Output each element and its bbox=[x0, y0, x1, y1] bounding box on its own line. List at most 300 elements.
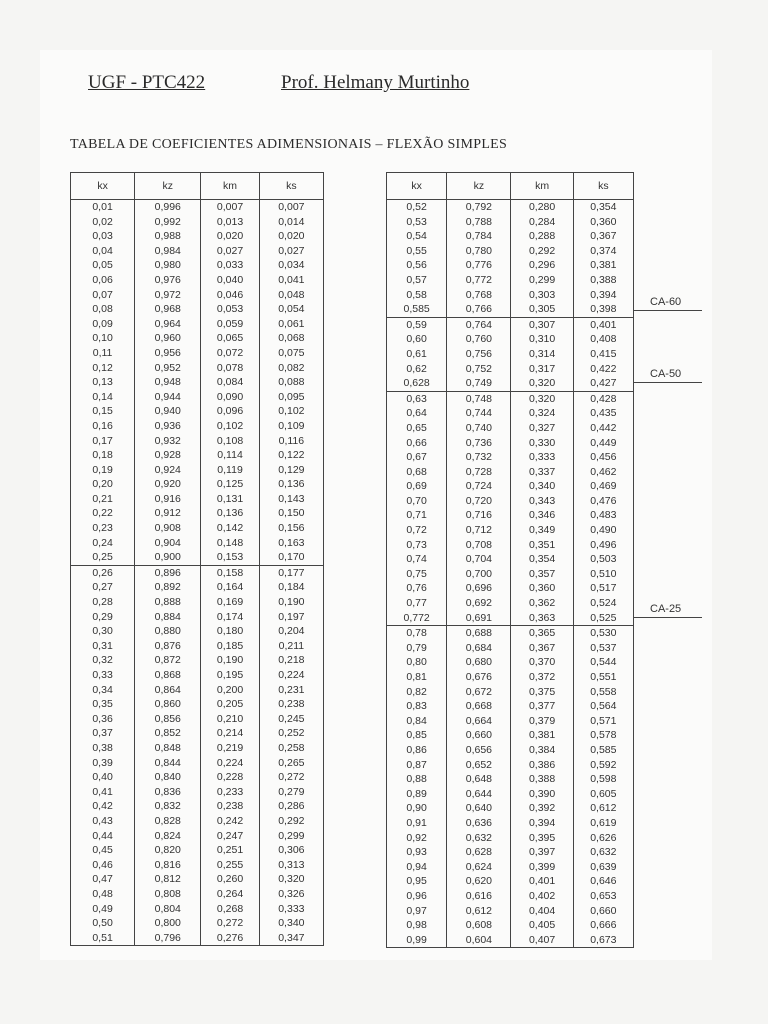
cell-ks: 0,427 bbox=[573, 376, 633, 391]
cell-ks: 0,245 bbox=[259, 712, 323, 727]
cell-km: 0,195 bbox=[201, 668, 259, 683]
cell-ks: 0,469 bbox=[573, 479, 633, 494]
cell-ks: 0,646 bbox=[573, 874, 633, 889]
cell-kz: 0,968 bbox=[135, 302, 201, 317]
cell-kx: 0,99 bbox=[387, 933, 447, 948]
cell-ks: 0,388 bbox=[573, 273, 633, 288]
cell-kz: 0,749 bbox=[447, 376, 511, 391]
cell-kx: 0,68 bbox=[387, 465, 447, 480]
cell-kz: 0,888 bbox=[135, 595, 201, 610]
cell-ks: 0,456 bbox=[573, 450, 633, 465]
table-row bbox=[387, 362, 634, 377]
table-row bbox=[71, 770, 324, 785]
cell-kz: 0,732 bbox=[447, 450, 511, 465]
cell-kx: 0,79 bbox=[387, 641, 447, 656]
cell-km: 0,072 bbox=[201, 346, 259, 361]
column-header-kx: kx bbox=[387, 173, 447, 200]
cell-kz: 0,692 bbox=[447, 596, 511, 611]
cell-ks: 0,394 bbox=[573, 288, 633, 303]
cell-kz: 0,812 bbox=[135, 872, 201, 887]
cell-km: 0,169 bbox=[201, 595, 259, 610]
cell-km: 0,402 bbox=[511, 889, 573, 904]
cell-kx: 0,23 bbox=[71, 521, 135, 536]
cell-km: 0,377 bbox=[511, 699, 573, 714]
cell-kz: 0,776 bbox=[447, 258, 511, 273]
cell-kx: 0,80 bbox=[387, 655, 447, 670]
cell-ks: 0,095 bbox=[259, 390, 323, 405]
cell-kz: 0,656 bbox=[447, 743, 511, 758]
cell-kx: 0,46 bbox=[71, 858, 135, 873]
cell-kz: 0,936 bbox=[135, 419, 201, 434]
cell-kx: 0,57 bbox=[387, 273, 447, 288]
table-row bbox=[387, 743, 634, 758]
cell-km: 0,180 bbox=[201, 624, 259, 639]
cell-kx: 0,27 bbox=[71, 580, 135, 595]
table-row bbox=[387, 611, 634, 626]
table-row bbox=[387, 229, 634, 244]
table-row bbox=[71, 331, 324, 346]
cell-kz: 0,668 bbox=[447, 699, 511, 714]
cell-ks: 0,292 bbox=[259, 814, 323, 829]
table-row bbox=[387, 626, 634, 641]
table-row bbox=[71, 434, 324, 449]
cell-kz: 0,808 bbox=[135, 887, 201, 902]
table-row bbox=[387, 391, 634, 406]
cell-ks: 0,218 bbox=[259, 653, 323, 668]
table-row bbox=[71, 814, 324, 829]
cell-km: 0,401 bbox=[511, 874, 573, 889]
cell-kz: 0,744 bbox=[447, 406, 511, 421]
cell-kx: 0,28 bbox=[71, 595, 135, 610]
cell-km: 0,404 bbox=[511, 904, 573, 919]
table-row bbox=[71, 390, 324, 405]
cell-kx: 0,19 bbox=[71, 463, 135, 478]
cell-km: 0,346 bbox=[511, 508, 573, 523]
cell-ks: 0,462 bbox=[573, 465, 633, 480]
table-row bbox=[71, 215, 324, 230]
cell-kx: 0,85 bbox=[387, 728, 447, 743]
cell-km: 0,090 bbox=[201, 390, 259, 405]
cell-kx: 0,88 bbox=[387, 772, 447, 787]
cell-ks: 0,238 bbox=[259, 697, 323, 712]
cell-kz: 0,624 bbox=[447, 860, 511, 875]
cell-kz: 0,784 bbox=[447, 229, 511, 244]
table-row bbox=[71, 580, 324, 595]
cell-ks: 0,544 bbox=[573, 655, 633, 670]
cell-kz: 0,804 bbox=[135, 902, 201, 917]
table-row bbox=[71, 785, 324, 800]
cell-kz: 0,672 bbox=[447, 685, 511, 700]
cell-ks: 0,027 bbox=[259, 244, 323, 259]
table-row bbox=[387, 450, 634, 465]
table-row bbox=[387, 273, 634, 288]
table-row bbox=[387, 641, 634, 656]
cell-kz: 0,660 bbox=[447, 728, 511, 743]
cell-ks: 0,122 bbox=[259, 448, 323, 463]
cell-ks: 0,592 bbox=[573, 758, 633, 773]
cell-kx: 0,34 bbox=[71, 683, 135, 698]
cell-km: 0,296 bbox=[511, 258, 573, 273]
cell-km: 0,330 bbox=[511, 436, 573, 451]
cell-kz: 0,764 bbox=[447, 317, 511, 332]
cell-kx: 0,72 bbox=[387, 523, 447, 538]
cell-km: 0,397 bbox=[511, 845, 573, 860]
document-header bbox=[88, 72, 470, 94]
cell-ks: 0,333 bbox=[259, 902, 323, 917]
cell-kx: 0,30 bbox=[71, 624, 135, 639]
cell-kz: 0,616 bbox=[447, 889, 511, 904]
table-row bbox=[71, 887, 324, 902]
cell-kx: 0,87 bbox=[387, 758, 447, 773]
cell-km: 0,337 bbox=[511, 465, 573, 480]
cell-kx: 0,91 bbox=[387, 816, 447, 831]
table-row bbox=[71, 799, 324, 814]
cell-kx: 0,97 bbox=[387, 904, 447, 919]
cell-kz: 0,892 bbox=[135, 580, 201, 595]
cell-ks: 0,320 bbox=[259, 872, 323, 887]
cell-kz: 0,960 bbox=[135, 331, 201, 346]
cell-ks: 0,265 bbox=[259, 756, 323, 771]
cell-ks: 0,381 bbox=[573, 258, 633, 273]
cell-kx: 0,74 bbox=[387, 552, 447, 567]
cell-kz: 0,896 bbox=[135, 565, 201, 580]
cell-ks: 0,626 bbox=[573, 831, 633, 846]
cell-ks: 0,170 bbox=[259, 550, 323, 565]
table-row bbox=[71, 536, 324, 551]
cell-kx: 0,47 bbox=[71, 872, 135, 887]
cell-km: 0,320 bbox=[511, 391, 573, 406]
cell-kx: 0,07 bbox=[71, 288, 135, 303]
cell-ks: 0,619 bbox=[573, 816, 633, 831]
coefficients-table-left bbox=[70, 172, 324, 946]
cell-ks: 0,632 bbox=[573, 845, 633, 860]
table-row bbox=[71, 624, 324, 639]
cell-kz: 0,816 bbox=[135, 858, 201, 873]
table-row bbox=[71, 258, 324, 273]
cell-kx: 0,82 bbox=[387, 685, 447, 700]
cell-km: 0,354 bbox=[511, 552, 573, 567]
cell-ks: 0,660 bbox=[573, 904, 633, 919]
column-header-ks: ks bbox=[573, 173, 633, 200]
course-code: UGF - PTC422 bbox=[88, 72, 206, 93]
cell-kx: 0,64 bbox=[387, 406, 447, 421]
cell-kz: 0,872 bbox=[135, 653, 201, 668]
cell-kx: 0,37 bbox=[71, 726, 135, 741]
cell-ks: 0,571 bbox=[573, 714, 633, 729]
cell-ks: 0,578 bbox=[573, 728, 633, 743]
table-row bbox=[387, 302, 634, 317]
cell-km: 0,386 bbox=[511, 758, 573, 773]
table-row bbox=[71, 506, 324, 521]
cell-kx: 0,39 bbox=[71, 756, 135, 771]
cell-km: 0,136 bbox=[201, 506, 259, 521]
cell-kx: 0,67 bbox=[387, 450, 447, 465]
cell-kx: 0,63 bbox=[387, 391, 447, 406]
cell-kz: 0,620 bbox=[447, 874, 511, 889]
table-row bbox=[71, 492, 324, 507]
cell-kx: 0,81 bbox=[387, 670, 447, 685]
cell-kx: 0,29 bbox=[71, 610, 135, 625]
cell-kx: 0,772 bbox=[387, 611, 447, 626]
cell-kz: 0,944 bbox=[135, 390, 201, 405]
table-row bbox=[71, 872, 324, 887]
cell-kz: 0,612 bbox=[447, 904, 511, 919]
cell-kx: 0,60 bbox=[387, 332, 447, 347]
cell-ks: 0,272 bbox=[259, 770, 323, 785]
cell-ks: 0,374 bbox=[573, 244, 633, 259]
cell-km: 0,174 bbox=[201, 610, 259, 625]
cell-kz: 0,840 bbox=[135, 770, 201, 785]
cell-ks: 0,422 bbox=[573, 362, 633, 377]
cell-kx: 0,77 bbox=[387, 596, 447, 611]
cell-kx: 0,628 bbox=[387, 376, 447, 391]
cell-kz: 0,628 bbox=[447, 845, 511, 860]
cell-kx: 0,51 bbox=[71, 931, 135, 946]
cell-km: 0,292 bbox=[511, 244, 573, 259]
cell-kx: 0,18 bbox=[71, 448, 135, 463]
table-row bbox=[71, 668, 324, 683]
cell-kz: 0,964 bbox=[135, 317, 201, 332]
table-row bbox=[387, 508, 634, 523]
cell-ks: 0,068 bbox=[259, 331, 323, 346]
table-row bbox=[71, 521, 324, 536]
cell-kz: 0,988 bbox=[135, 229, 201, 244]
cell-ks: 0,435 bbox=[573, 406, 633, 421]
cell-km: 0,114 bbox=[201, 448, 259, 463]
cell-ks: 0,585 bbox=[573, 743, 633, 758]
cell-km: 0,238 bbox=[201, 799, 259, 814]
cell-kx: 0,09 bbox=[71, 317, 135, 332]
cell-kx: 0,22 bbox=[71, 506, 135, 521]
cell-kz: 0,980 bbox=[135, 258, 201, 273]
table-row bbox=[387, 816, 634, 831]
cell-ks: 0,442 bbox=[573, 421, 633, 436]
cell-km: 0,224 bbox=[201, 756, 259, 771]
cell-kx: 0,53 bbox=[387, 215, 447, 230]
cell-ks: 0,449 bbox=[573, 436, 633, 451]
table-row bbox=[71, 726, 324, 741]
cell-km: 0,148 bbox=[201, 536, 259, 551]
cell-kz: 0,724 bbox=[447, 479, 511, 494]
cell-km: 0,351 bbox=[511, 538, 573, 553]
cell-kx: 0,03 bbox=[71, 229, 135, 244]
table-row bbox=[387, 244, 634, 259]
cell-km: 0,360 bbox=[511, 581, 573, 596]
cell-kz: 0,780 bbox=[447, 244, 511, 259]
cell-kx: 0,93 bbox=[387, 845, 447, 860]
cell-km: 0,205 bbox=[201, 697, 259, 712]
cell-ks: 0,313 bbox=[259, 858, 323, 873]
cell-kz: 0,632 bbox=[447, 831, 511, 846]
table-row bbox=[71, 843, 324, 858]
cell-ks: 0,408 bbox=[573, 332, 633, 347]
cell-km: 0,242 bbox=[201, 814, 259, 829]
cell-km: 0,102 bbox=[201, 419, 259, 434]
cell-ks: 0,367 bbox=[573, 229, 633, 244]
cell-kz: 0,684 bbox=[447, 641, 511, 656]
cell-ks: 0,041 bbox=[259, 273, 323, 288]
cell-km: 0,272 bbox=[201, 916, 259, 931]
ca50-divider bbox=[634, 382, 702, 383]
cell-ks: 0,143 bbox=[259, 492, 323, 507]
cell-km: 0,305 bbox=[511, 302, 573, 317]
table-row bbox=[71, 697, 324, 712]
cell-kx: 0,21 bbox=[71, 492, 135, 507]
table-row bbox=[71, 448, 324, 463]
cell-km: 0,020 bbox=[201, 229, 259, 244]
cell-km: 0,096 bbox=[201, 404, 259, 419]
cell-kz: 0,820 bbox=[135, 843, 201, 858]
cell-ks: 0,551 bbox=[573, 670, 633, 685]
table-row bbox=[71, 361, 324, 376]
cell-km: 0,059 bbox=[201, 317, 259, 332]
cell-km: 0,185 bbox=[201, 639, 259, 654]
ca25-divider bbox=[634, 617, 702, 618]
cell-km: 0,399 bbox=[511, 860, 573, 875]
cell-kz: 0,652 bbox=[447, 758, 511, 773]
cell-kx: 0,16 bbox=[71, 419, 135, 434]
cell-km: 0,299 bbox=[511, 273, 573, 288]
cell-km: 0,027 bbox=[201, 244, 259, 259]
cell-kx: 0,17 bbox=[71, 434, 135, 449]
cell-kx: 0,86 bbox=[387, 743, 447, 758]
cell-kz: 0,864 bbox=[135, 683, 201, 698]
table-row bbox=[387, 494, 634, 509]
table-row bbox=[387, 332, 634, 347]
column-header-kz: kz bbox=[447, 173, 511, 200]
table-row bbox=[387, 421, 634, 436]
cell-km: 0,108 bbox=[201, 434, 259, 449]
table-row bbox=[387, 258, 634, 273]
cell-kx: 0,15 bbox=[71, 404, 135, 419]
table-row bbox=[71, 404, 324, 419]
cell-km: 0,349 bbox=[511, 523, 573, 538]
cell-ks: 0,075 bbox=[259, 346, 323, 361]
table-row bbox=[71, 244, 324, 259]
cell-km: 0,033 bbox=[201, 258, 259, 273]
cell-ks: 0,503 bbox=[573, 552, 633, 567]
table-row bbox=[71, 931, 324, 946]
cell-kx: 0,20 bbox=[71, 477, 135, 492]
cell-kz: 0,828 bbox=[135, 814, 201, 829]
table-row bbox=[387, 685, 634, 700]
column-header-kx: kx bbox=[71, 173, 135, 200]
cell-kz: 0,836 bbox=[135, 785, 201, 800]
cell-km: 0,384 bbox=[511, 743, 573, 758]
cell-km: 0,388 bbox=[511, 772, 573, 787]
cell-ks: 0,190 bbox=[259, 595, 323, 610]
table-row bbox=[387, 581, 634, 596]
cell-ks: 0,564 bbox=[573, 699, 633, 714]
cell-ks: 0,204 bbox=[259, 624, 323, 639]
cell-kz: 0,956 bbox=[135, 346, 201, 361]
table-row bbox=[387, 831, 634, 846]
cell-km: 0,125 bbox=[201, 477, 259, 492]
cell-kx: 0,36 bbox=[71, 712, 135, 727]
table-row bbox=[71, 902, 324, 917]
cell-kz: 0,852 bbox=[135, 726, 201, 741]
table-header-row bbox=[71, 173, 324, 200]
cell-kx: 0,08 bbox=[71, 302, 135, 317]
cell-km: 0,310 bbox=[511, 332, 573, 347]
table-row bbox=[71, 463, 324, 478]
cell-km: 0,288 bbox=[511, 229, 573, 244]
cell-ks: 0,061 bbox=[259, 317, 323, 332]
table-row bbox=[387, 670, 634, 685]
cell-kz: 0,848 bbox=[135, 741, 201, 756]
cell-ks: 0,156 bbox=[259, 521, 323, 536]
cell-kz: 0,976 bbox=[135, 273, 201, 288]
cell-kz: 0,860 bbox=[135, 697, 201, 712]
cell-km: 0,190 bbox=[201, 653, 259, 668]
table-row bbox=[71, 610, 324, 625]
table-row bbox=[387, 567, 634, 582]
cell-ks: 0,666 bbox=[573, 918, 633, 933]
cell-ks: 0,279 bbox=[259, 785, 323, 800]
cell-kz: 0,900 bbox=[135, 550, 201, 565]
cell-kx: 0,62 bbox=[387, 362, 447, 377]
cell-kz: 0,760 bbox=[447, 332, 511, 347]
table-row bbox=[387, 465, 634, 480]
cell-ks: 0,020 bbox=[259, 229, 323, 244]
cell-ks: 0,034 bbox=[259, 258, 323, 273]
cell-ks: 0,428 bbox=[573, 391, 633, 406]
cell-kz: 0,691 bbox=[447, 611, 511, 626]
table-row bbox=[387, 714, 634, 729]
cell-km: 0,327 bbox=[511, 421, 573, 436]
cell-kx: 0,69 bbox=[387, 479, 447, 494]
cell-kz: 0,676 bbox=[447, 670, 511, 685]
cell-kz: 0,640 bbox=[447, 801, 511, 816]
cell-kx: 0,76 bbox=[387, 581, 447, 596]
cell-kz: 0,680 bbox=[447, 655, 511, 670]
table-row bbox=[387, 772, 634, 787]
cell-km: 0,053 bbox=[201, 302, 259, 317]
cell-ks: 0,476 bbox=[573, 494, 633, 509]
cell-km: 0,046 bbox=[201, 288, 259, 303]
cell-ks: 0,184 bbox=[259, 580, 323, 595]
cell-kz: 0,704 bbox=[447, 552, 511, 567]
cell-ks: 0,211 bbox=[259, 639, 323, 654]
cell-ks: 0,490 bbox=[573, 523, 633, 538]
cell-ks: 0,354 bbox=[573, 200, 633, 215]
table-row bbox=[71, 639, 324, 654]
cell-ks: 0,177 bbox=[259, 565, 323, 580]
cell-km: 0,324 bbox=[511, 406, 573, 421]
cell-km: 0,392 bbox=[511, 801, 573, 816]
cell-kz: 0,716 bbox=[447, 508, 511, 523]
cell-kz: 0,644 bbox=[447, 787, 511, 802]
cell-kx: 0,78 bbox=[387, 626, 447, 641]
table-row bbox=[387, 655, 634, 670]
cell-kz: 0,908 bbox=[135, 521, 201, 536]
cell-kx: 0,98 bbox=[387, 918, 447, 933]
cell-km: 0,390 bbox=[511, 787, 573, 802]
cell-kz: 0,912 bbox=[135, 506, 201, 521]
table-row bbox=[387, 758, 634, 773]
cell-km: 0,164 bbox=[201, 580, 259, 595]
cell-kx: 0,04 bbox=[71, 244, 135, 259]
cell-ks: 0,524 bbox=[573, 596, 633, 611]
cell-km: 0,381 bbox=[511, 728, 573, 743]
cell-ks: 0,116 bbox=[259, 434, 323, 449]
cell-km: 0,268 bbox=[201, 902, 259, 917]
cell-kz: 0,696 bbox=[447, 581, 511, 596]
cell-kz: 0,768 bbox=[447, 288, 511, 303]
table-row bbox=[387, 874, 634, 889]
cell-km: 0,158 bbox=[201, 565, 259, 580]
cell-kx: 0,89 bbox=[387, 787, 447, 802]
